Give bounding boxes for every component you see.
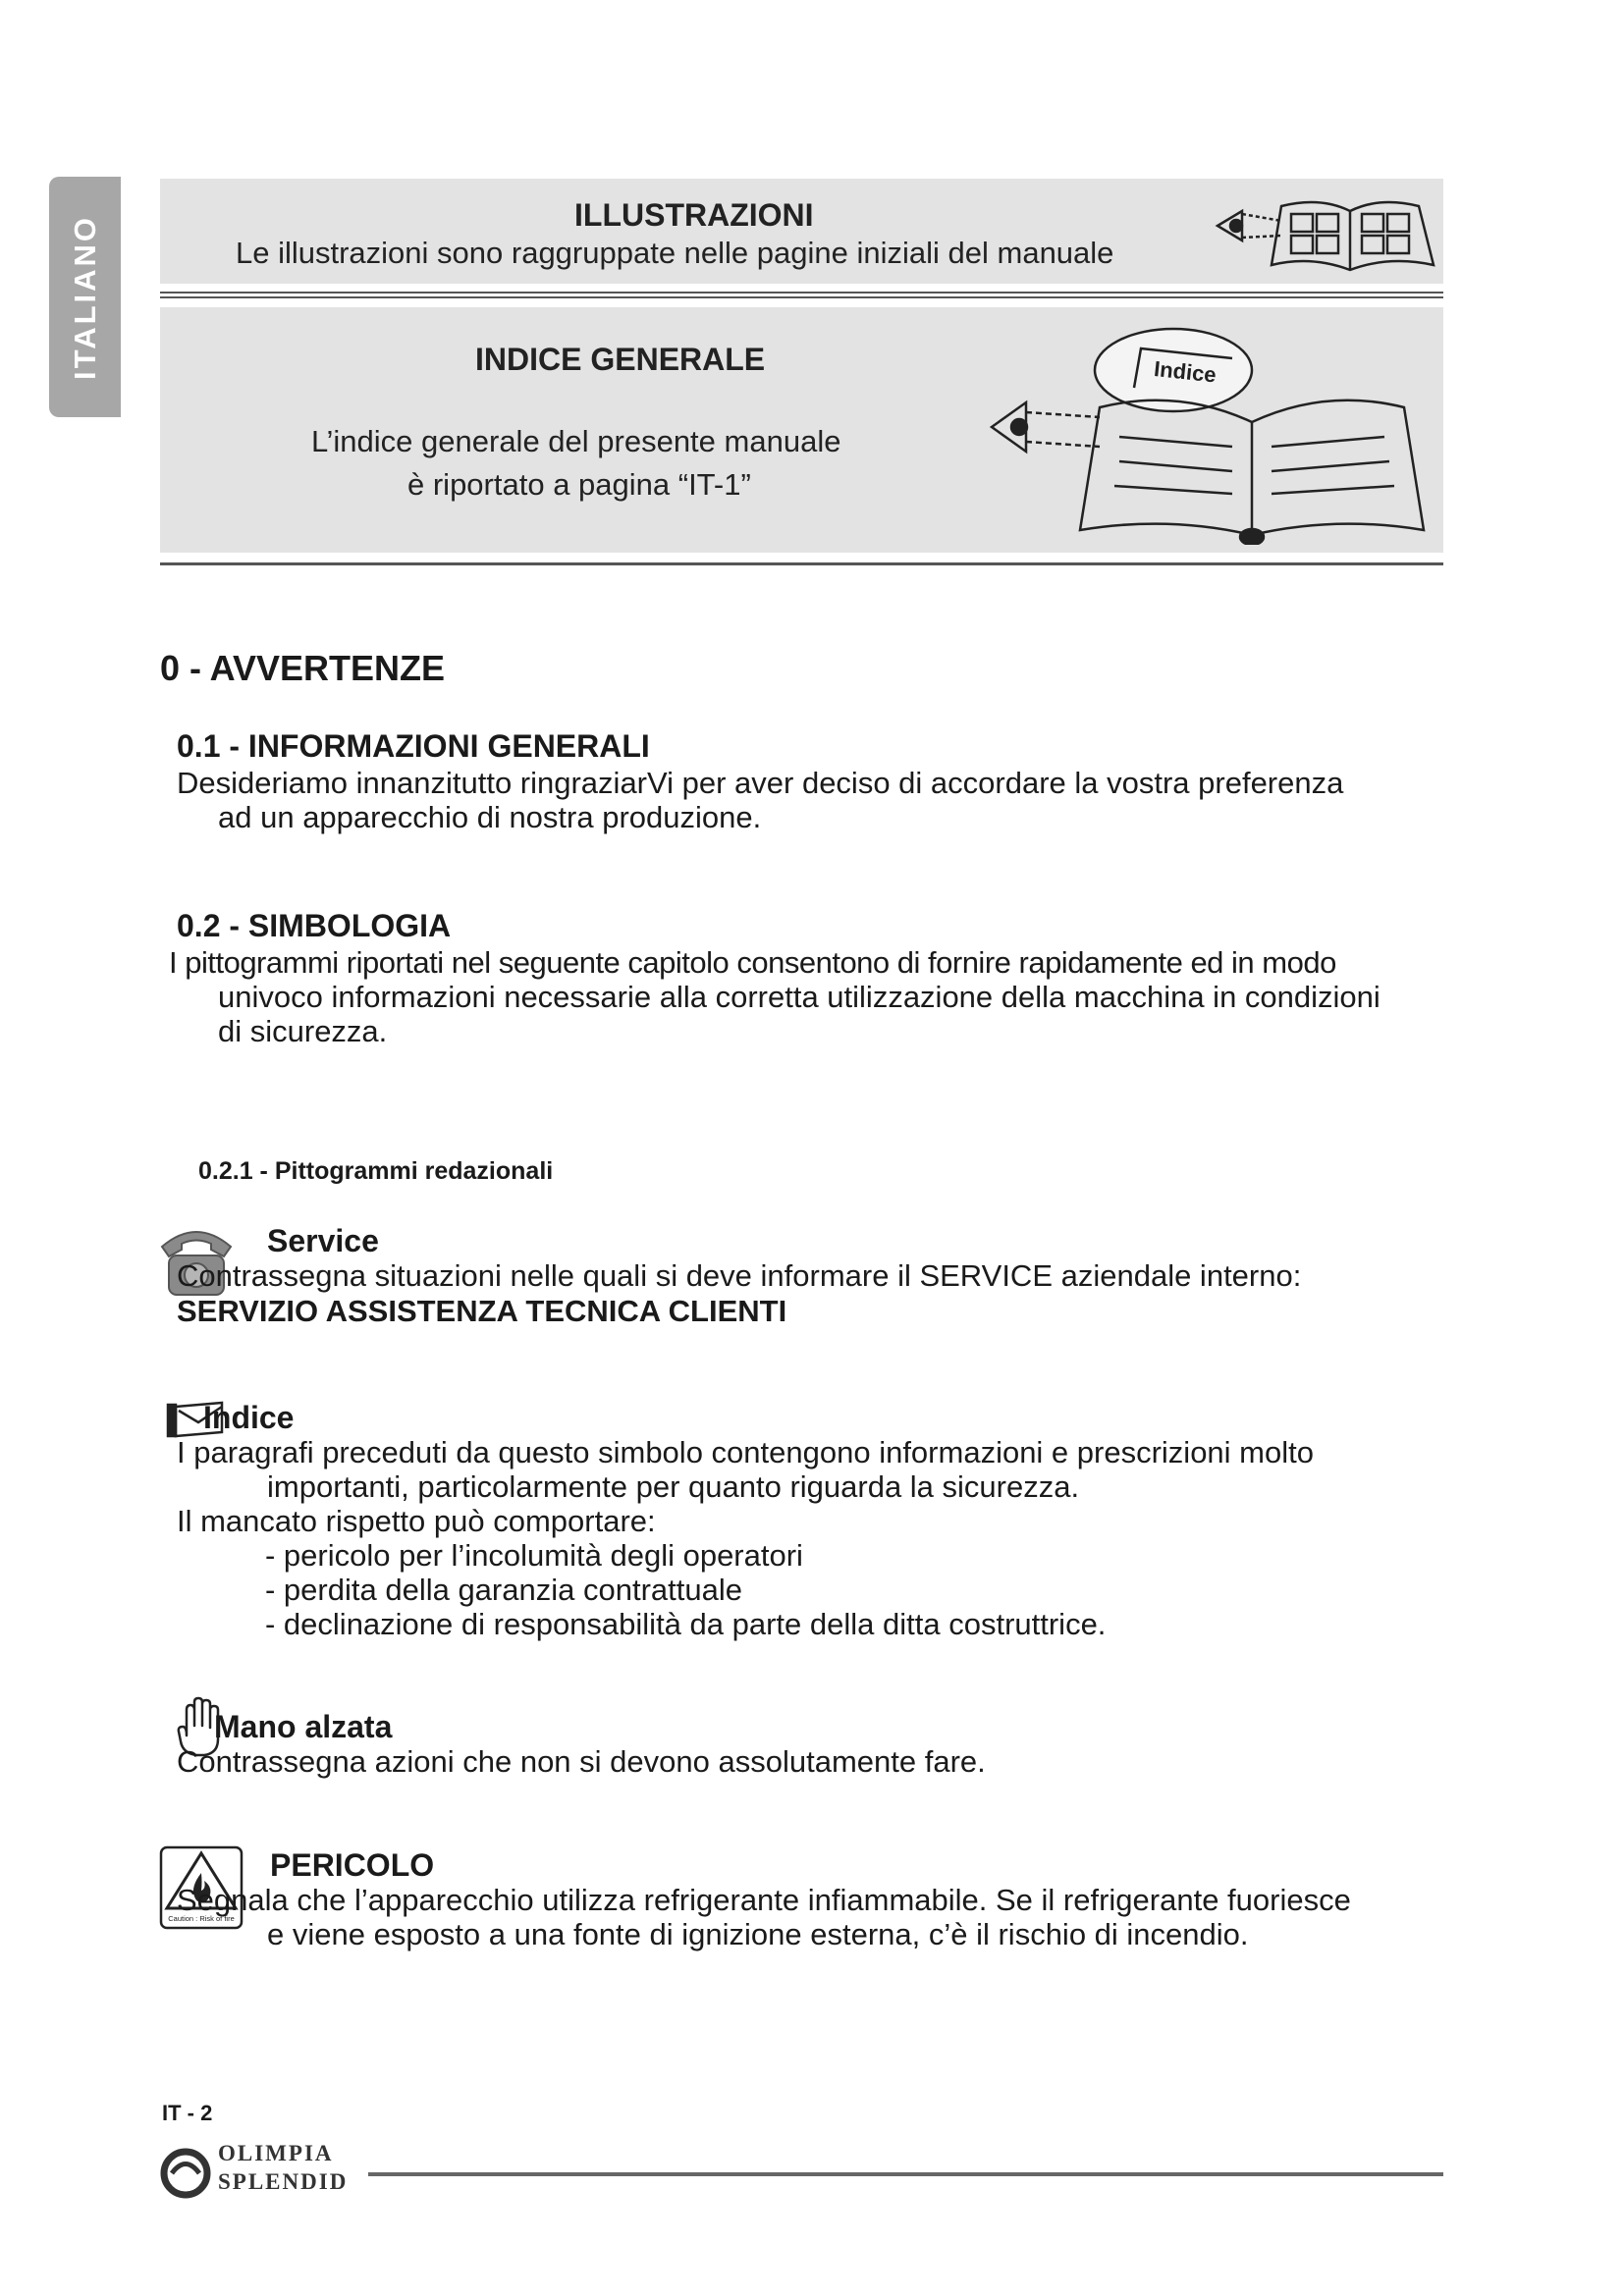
paragraph-line: Desideriamo innanzitutto ringraziarVi per aver deciso di accordare la vostra preferenza [177,766,1344,800]
paragraph-line: Contrassegna situazioni nelle quali si deve informare il SERVICE aziendale interno: [177,1258,1302,1293]
divider [160,296,1443,298]
paragraph-line: univoco informazioni necessarie alla corretta utilizzazione della macchina in condizioni [218,980,1380,1014]
paragraph-line: di sicurezza. [218,1014,388,1048]
language-label: ITALIANO [67,214,102,380]
brand-logo-icon [157,2145,214,2202]
paragraph-line: e viene esposto a una fonte di ignizione esterna, c’è il rischio di incendio. [267,1917,1249,1951]
paragraph-line: I paragrafi preceduti da questo simbolo contengono informazioni e prescrizioni molto [177,1435,1314,1469]
brand-name: SPLENDID [218,2169,349,2194]
fire-warning-caption: Caution : Risk of fire [168,1914,235,1923]
paragraph-line: Segnala che l’apparecchio utilizza refrigerante infiammabile. Se il refrigerante fuoriesce [177,1883,1351,1917]
brand-name: OLIMPIA [218,2141,334,2165]
section-title: 0 - AVVERTENZE [160,648,446,688]
subsubsection-title: 0.2.1 - Pittogrammi redazionali [198,1157,554,1185]
divider [160,292,1443,294]
pictogram-title: Service [267,1223,379,1258]
paragraph-line: SERVIZIO ASSISTENZA TECNICA CLIENTI [177,1294,787,1328]
illustrazioni-text: Le illustrazioni sono raggruppate nelle pagine iniziali del manuale [236,236,1114,270]
pictogram-title: Indice [203,1400,295,1435]
pictogram-title: Mano alzata [214,1709,393,1744]
pictogram-title: PERICOLO [270,1847,435,1883]
list-item: - pericolo per l’incolumità degli operatori [265,1538,803,1573]
subsection-title: 0.2 - SIMBOLOGIA [177,908,452,943]
list-item: - perdita della garanzia contrattuale [265,1573,742,1607]
indice-generale-line1: L’indice generale del presente manuale [311,424,841,458]
index-badge-label: Indice [1153,355,1218,388]
list-item: - declinazione di responsabilità da parte della ditta costruttrice. [265,1607,1107,1641]
paragraph-line: importanti, particolarmente per quanto riguarda la sicurezza. [267,1469,1080,1504]
paragraph-line: Il mancato rispetto può comportare: [177,1504,656,1538]
page-number: IT - 2 [162,2101,213,2125]
paragraph-line: I pittogrammi riportati nel seguente capitolo consentono di fornire rapidamente ed in modo [169,945,1336,980]
indice-generale-line2: è riportato a pagina “IT-1” [407,467,751,502]
indice-generale-title: INDICE GENERALE [475,342,766,377]
illustrazioni-title: ILLUSTRAZIONI [574,197,814,233]
subsection-title: 0.1 - INFORMAZIONI GENERALI [177,728,650,764]
language-side-tab [49,177,121,417]
paragraph-line: ad un apparecchio di nostra produzione. [218,800,762,834]
footer-divider [368,2172,1443,2176]
index-book-icon [982,319,1434,545]
open-book-eye-icon [1213,187,1443,280]
divider [160,562,1443,565]
paragraph-line: Contrassegna azioni che non si devono assolutamente fare. [177,1744,986,1779]
